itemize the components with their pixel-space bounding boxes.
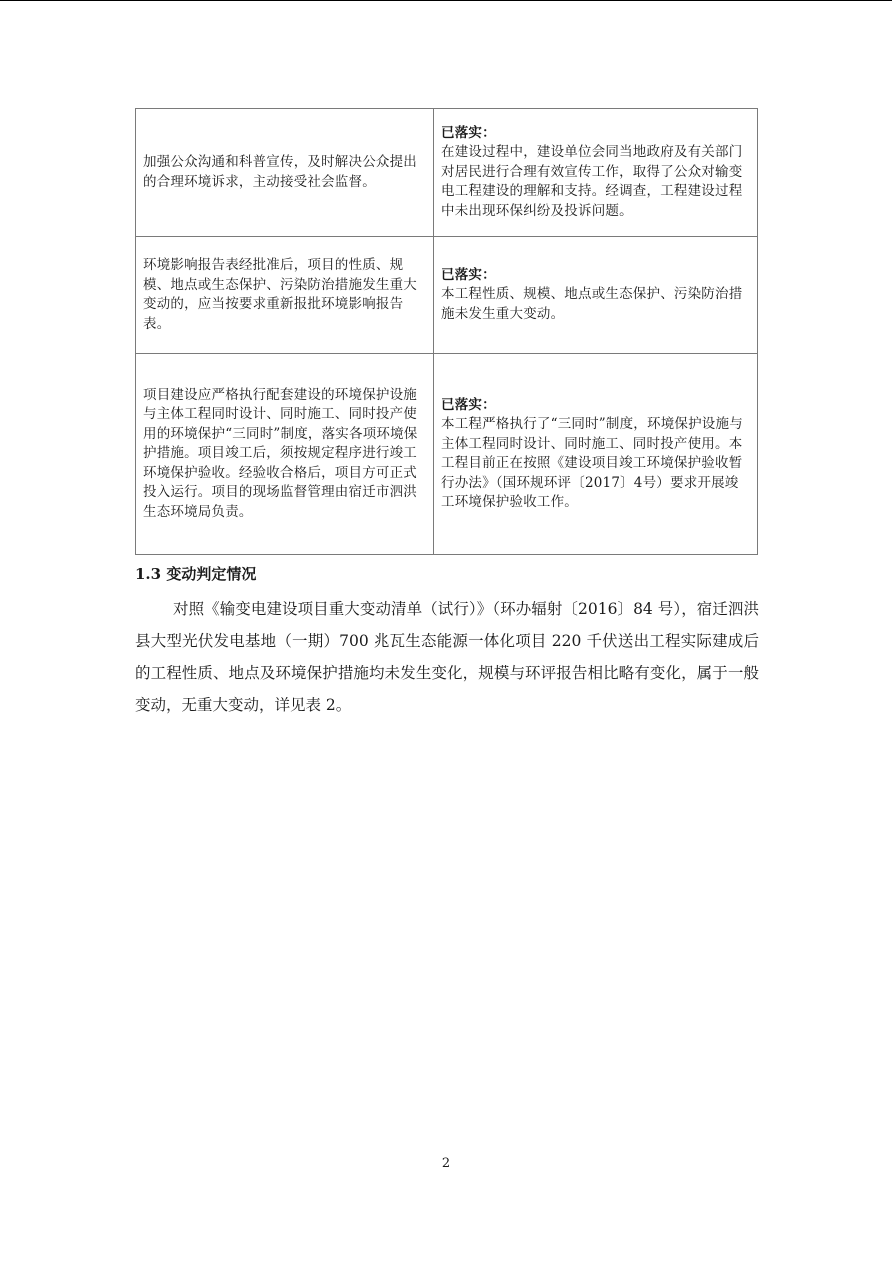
status-label: 已落实：: [441, 266, 496, 283]
section-paragraph: 对照《输变电建设项目重大变动清单（试行）》（环办辐射〔2016〕84 号），宿迁泗洪县大型光伏发电基地（一期）700 兆瓦生态能源一体化项目 220 千伏送出工程实际建成后的工程性质、地点及环境保护措施均未发生变化，规模与环评报告相比略有变化，属于一般变动，无重大变动，详见表 2。: [135, 600, 759, 714]
requirement-cell: 项目建设应严格执行配套建设的环境保护设施与主体工程同时设计、同时施工、同时投产使用的环境保护“三同时”制度，落实各项环境保护措施。项目竣工后，须按规定程序进行竣工环境保护验收。经验收合格后，项目方可正式投入运行。项目的现场监督管理由宿迁市泗洪生态环境局负责。: [136, 354, 434, 555]
implementation-detail: 本工程严格执行了“三同时”制度，环境保护设施与主体工程同时设计、同时施工、同时投产使用。本工程目前正在按照《建设项目竣工环境保护验收暂行办法》（国环规环评〔2017〕4号）要求开展竣工环境保护验收工作。: [441, 416, 743, 510]
implementation-detail: 本工程性质、规模、地点或生态保护、污染防治措施未发生重大变动。: [441, 286, 743, 322]
implementation-cell: [434, 109, 758, 237]
requirement-cell: 环境影响报告表经批准后，项目的性质、规模、地点或生态保护、污染防治措施发生重大变动的，应当按要求重新报批环境影响报告表。: [136, 237, 434, 354]
table-row: [136, 354, 758, 555]
implementation-cell: [434, 354, 758, 555]
requirements-table: [135, 108, 758, 555]
section-heading: 1.3 变动判定情况: [135, 565, 257, 583]
status-label: 已落实：: [441, 124, 496, 141]
top-border-line: [0, 0, 892, 1]
implementation-cell: [434, 237, 758, 354]
requirement-cell: 加强公众沟通和科普宣传，及时解决公众提出的合理环境诉求，主动接受社会监督。: [136, 109, 434, 237]
table-row: [136, 237, 758, 354]
page-number: 2: [441, 1156, 451, 1171]
status-label: 已落实：: [441, 396, 496, 413]
implementation-detail: 在建设过程中，建设单位会同当地政府及有关部门对居民进行合理有效宣传工作，取得了公众对输变电工程建设的理解和支持。经调查，工程建设过程中未出现环保纠纷及投诉问题。: [441, 144, 743, 219]
table-row: [136, 109, 758, 237]
